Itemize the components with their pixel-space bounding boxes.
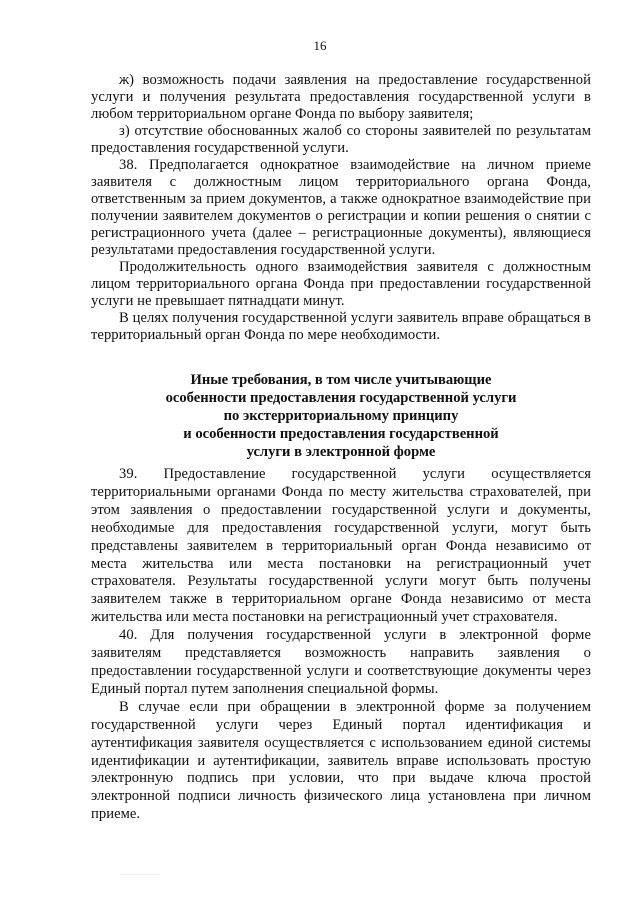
- paragraph-duration: Продолжительность одного взаимодействия заявителя с должностным лицом территориального органа Фонда при предоставлении государственной услуги не превышает пятнадцати минут.: [91, 259, 591, 309]
- paragraph-39: 39. Предоставление государственной услуги осуществляется территориальными органами Фонда по месту жительства страхователей, при этом заявления о предоставлении государственной услуги и документы, необходимые для предоставления государственной услуги, могут быть представлены заявителем в территориальный орган Фонда независимо от места жительства или места постановки на регистрационный учет страхователя. Результаты государственной услуги могут быть получены заявителем также в территориальном органе Фонда независимо от места жительства или места постановки на регистрационный учет страхователя.: [91, 466, 591, 626]
- heading-line: особенности предоставления государственной услуги: [165, 390, 517, 406]
- page-number: 16: [313, 38, 327, 53]
- paragraph-item-z: з) отсутствие обоснованных жалоб со стороны заявителей по результатам предоставления государственной услуги.: [91, 123, 591, 156]
- scan-artifact: [120, 874, 160, 885]
- heading-line: услуги в электронной форме: [246, 444, 436, 460]
- paragraph-item-zh: ж) возможность подачи заявления на предоставление государственной услуги и получения результата предоставления государственной услуги в любом территориальном органе Фонда по выбору заявителя;: [91, 72, 591, 122]
- paragraph-electronic-signature: В случае если при обращении в электронной форме за получением государственной услуги через Единый портал идентификация и аутентификация заявителя осуществляется с использованием единой системы идентификации и аутентификации, заявитель вправе использовать простую электронную подпись при условии, что при выдаче ключа простой электронной подписи личность физического лица установлена при личном приеме.: [91, 698, 591, 823]
- paragraph-40: 40. Для получения государственной услуги в электронной форме заявителям представляется возможность направить заявления о предоставлении государственной услуги и соответствующие документы через Единый портал путем заполнения специальной формы.: [91, 627, 591, 697]
- text-block-bottom: [91, 466, 591, 824]
- heading-line: по экстерриториальному принципу: [223, 408, 459, 424]
- paragraph-applicant-right: В целях получения государственной услуги заявитель вправе обращаться в территориальный орган Фонда по мере необходимости.: [91, 310, 591, 343]
- text-block-top: [91, 72, 591, 344]
- heading-line: и особенности предоставления государственной: [183, 426, 499, 442]
- paragraph-38: 38. Предполагается однократное взаимодействие на личном приеме заявителя с должностным лицом территориального органа Фонда, ответственным за прием документов, а также однократное взаимодействие при получении заявителем документов о регистрации и копии решения о снятии с регистрационного учета (далее – регистрационные документы), являющиеся результатами предоставления государственной услуги.: [91, 157, 591, 258]
- heading-line: Иные требования, в том числе учитывающие: [190, 372, 492, 388]
- section-heading: [91, 371, 591, 461]
